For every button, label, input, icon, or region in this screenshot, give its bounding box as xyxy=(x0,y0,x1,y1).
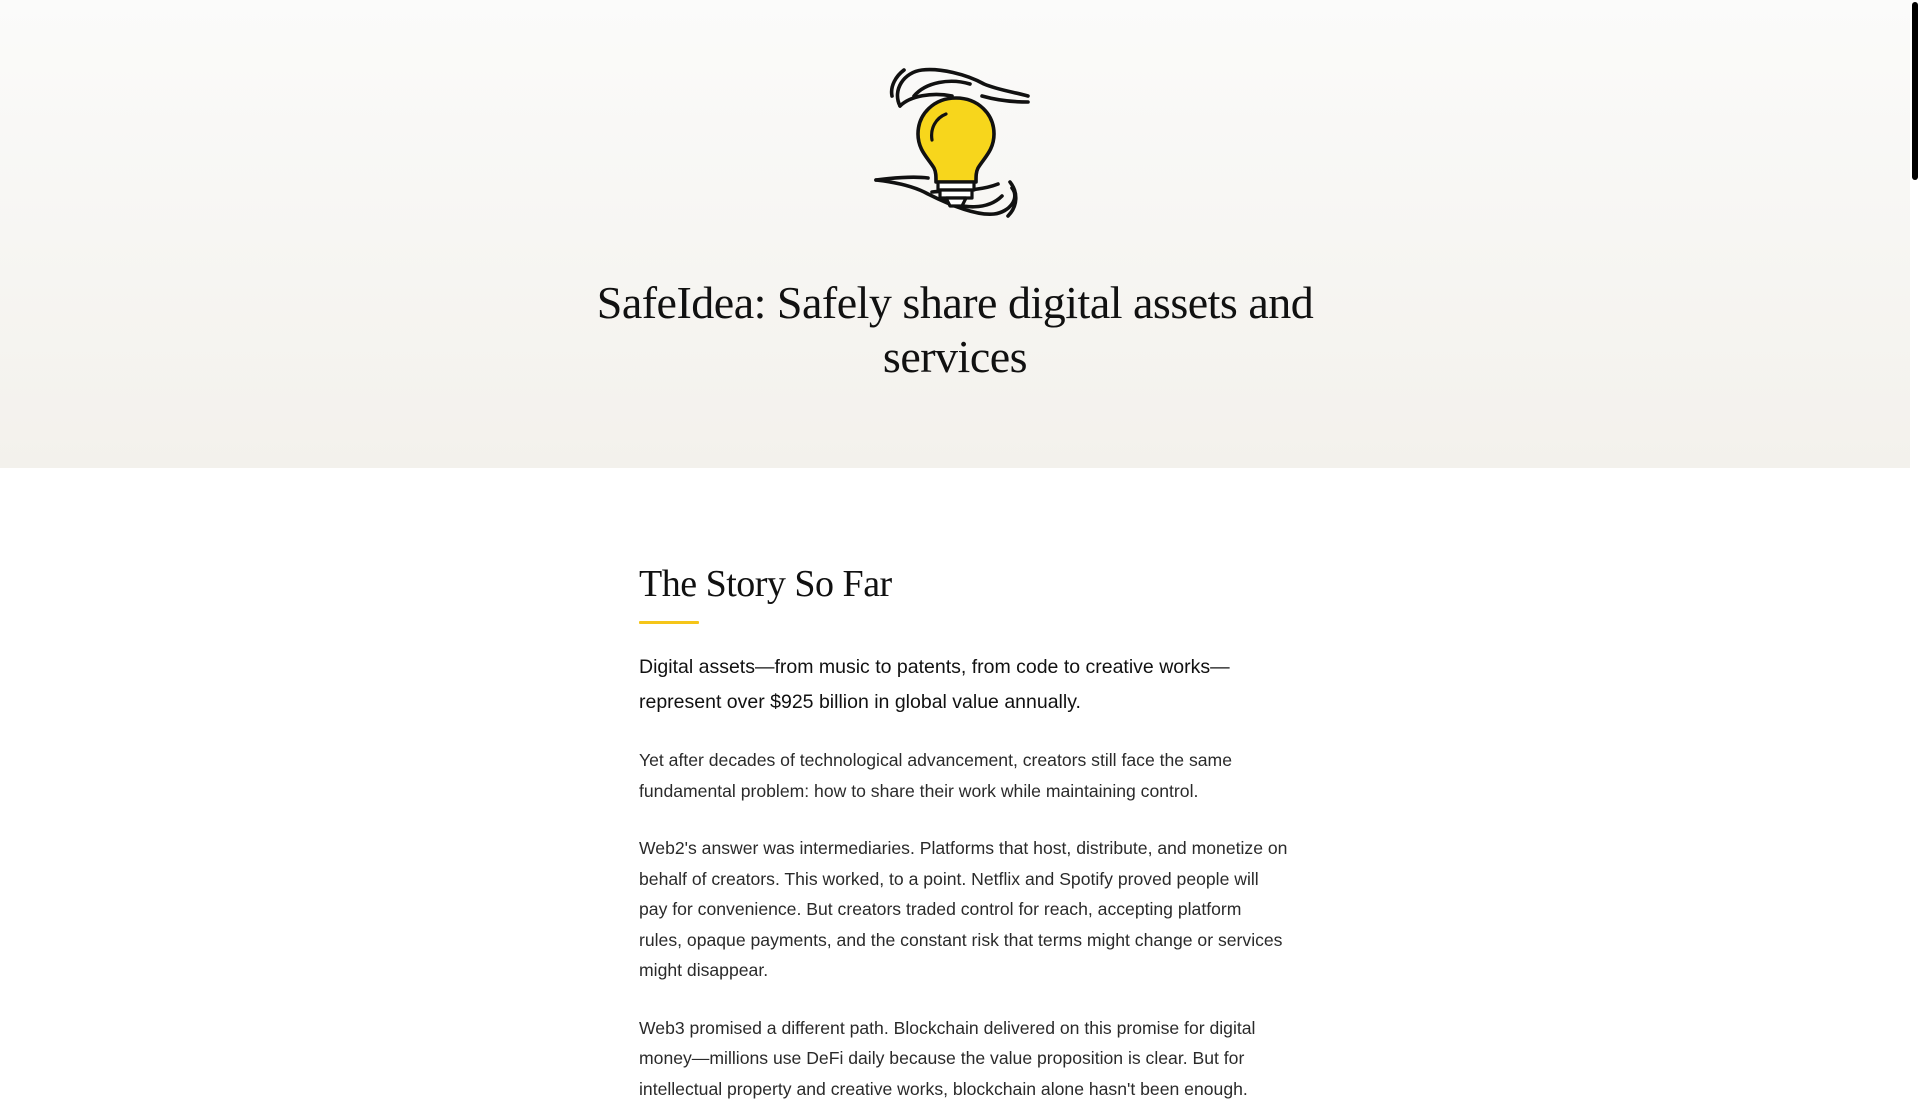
body-paragraph: Yet after decades of technological advancement, creators still face the same fundamental problem: how to share their work while maintaining control. xyxy=(639,745,1289,806)
body-paragraph: Web2's answer was intermediaries. Platforms that host, distribute, and monetize on behalf of creators. This worked, to a point. Netflix and Spotify proved people will pay for convenience. But creators traded control for reach, accepting platform rules, opaque payments, and the constant risk that terms might change or services might disappear. xyxy=(639,833,1289,986)
heading-underline-accent xyxy=(639,621,699,624)
story-section xyxy=(639,560,1289,1104)
section-heading: The Story So Far xyxy=(639,560,1289,608)
lightbulb-in-hands-icon xyxy=(870,66,1040,230)
hero-banner xyxy=(0,0,1910,468)
vertical-scrollbar[interactable] xyxy=(1910,0,1920,1080)
page-title: SafeIdea: Safely share digital assets and services xyxy=(560,276,1350,384)
lead-paragraph: Digital assets—from music to patents, from code to creative works—represent over $925 billion in global value annually. xyxy=(639,650,1289,720)
scrollbar-thumb[interactable] xyxy=(1912,2,1918,180)
body-paragraph: Web3 promised a different path. Blockchain delivered on this promise for digital money—millions use DeFi daily because the value proposition is clear. But for intellectual property and creative works, blockchain alone hasn't been enough. xyxy=(639,1013,1289,1104)
